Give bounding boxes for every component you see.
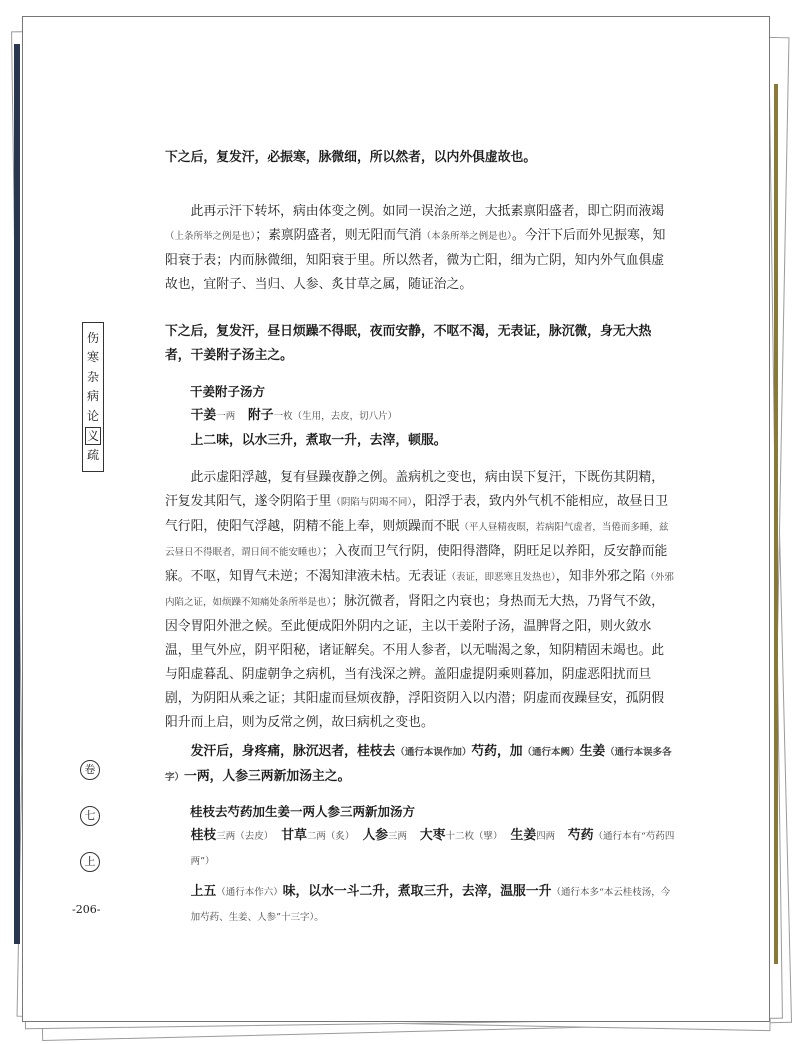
- commentary-1: 此再示汗下转坏，病由体变之例。如同一误治之逆，大抵素禀阳盛者，即亡阴而液竭（上条所举之例是也）；素禀阴盛者，则无阳而气消（本条所举之例是也）。今汗下后而外见振寒，知阳衰于表；内而脉微细，知阳衰于里。所以然者，微为亡阳，细为亡阴，知内外气血俱虚故也，宜附子、当归、人参、炙甘草之属，随证治之。: [165, 204, 666, 292]
- title-char: 论: [86, 408, 99, 423]
- formula-2: [165, 800, 675, 930]
- title-char: 义: [86, 429, 99, 444]
- title-char: 疏: [86, 448, 99, 463]
- classic-text-2: 下之后，复发汗，昼日烦躁不得眠，夜而安静，不呕不渴，无表证，脉沉微，身无大热者，干姜附子汤主之。: [165, 324, 652, 363]
- formula-1-title: 干姜附子汤方: [190, 384, 266, 399]
- volume-char-qi: 七: [80, 806, 100, 826]
- volume-char-shang: 上: [80, 852, 100, 872]
- formula-2-method: 上五（通行本作六）味，以水一斗二升，煮取三升，去滓，温服一升（通行本多“本云桂枝汤，今加芍药、生姜、人参”十三字）。: [190, 884, 671, 923]
- title-char: 病: [86, 389, 99, 404]
- book-title-vertical: [82, 322, 104, 472]
- formula-2-title: 桂枝去芍药加生姜一两人参三两新加汤方: [190, 804, 416, 819]
- title-char: 伤: [86, 331, 99, 345]
- book-page: [22, 16, 768, 1020]
- spine-accent-right: [774, 84, 778, 964]
- formula-1: [165, 380, 675, 453]
- formula-1-ingredients: 干姜一两 附子一枚（生用，去皮，切八片）: [190, 408, 398, 423]
- formula-1-method: 上二味，以水三升，煮取一升，去滓，顿服。: [190, 433, 447, 448]
- spine-accent-left: [14, 44, 20, 944]
- formula-2-ingredients: 桂枝三两（去皮） 甘草二两（炙） 人参三两 大枣十二枚（擘） 生姜四两 芍药（通行本有“芍药四两”）: [190, 828, 675, 867]
- classic-text-1: 下之后，复发汗，必振寒，脉微细，所以然者，以内外俱虚故也。: [165, 150, 537, 165]
- title-char: 寒: [86, 350, 99, 365]
- title-char: 杂: [86, 369, 99, 384]
- classic-text-3: 发汗后，身疼痛，脉沉迟者，桂枝去（通行本误作加）芍药，加（通行本阙）生姜（通行本误多各字）一两，人参三两新加汤主之。: [165, 744, 672, 784]
- volume-char-juan: 卷: [80, 760, 100, 780]
- commentary-2: 此示虚阳浮越，复有昼躁夜静之例。盖病机之变也，病由误下复汗，下既伤其阴精，汗复发其阳气，遂令阴陷于里（阴陷与阴竭不同），阳浮于表，致内外气机不能相应，故昼日卫气行阳，使阳气浮越，阴精不能上奉，则烦躁而不眠（平人昼精夜暝，若病阳气虚者，当倦而多睡，兹云昼日不得眠者，谓日间不能安睡也）；入夜而卫气行阴，使阳得潜降，阴旺足以养阳，反安静而能寐。不呕，知胃气未逆；不渴知津液未枯。无表证（表证，即恶寒且发热也），知非外邪之陷（外邪内陷之证，如烦躁不知痛处条所举是也）；脉沉微者，肾阳之内衰也；身热而无大热，乃肾气不敛，因令胃阳外泄之候。至此便成阳外阴内之证，主以干姜附子汤，温脾肾之阳，则火敛水温，里气外应，阴平阳秘，诸证解矣。不用人参者，以无喘渴之象，知阴精固未竭也。此与阳虚暮乱、阴虚朝争之病机，当有浅深之辨。盖阳虚提阴乘则暮加，阴虚恶阳扰而旦剧，为阴阳从乘之证；其阳虚而昼烦夜静，浮阳资阴入以内潜；阴虚而夜躁昼安，孤阴假阳升而上启，则为反常之例，故曰病机之变也。: [165, 470, 674, 730]
- page-number: -206-: [72, 903, 101, 916]
